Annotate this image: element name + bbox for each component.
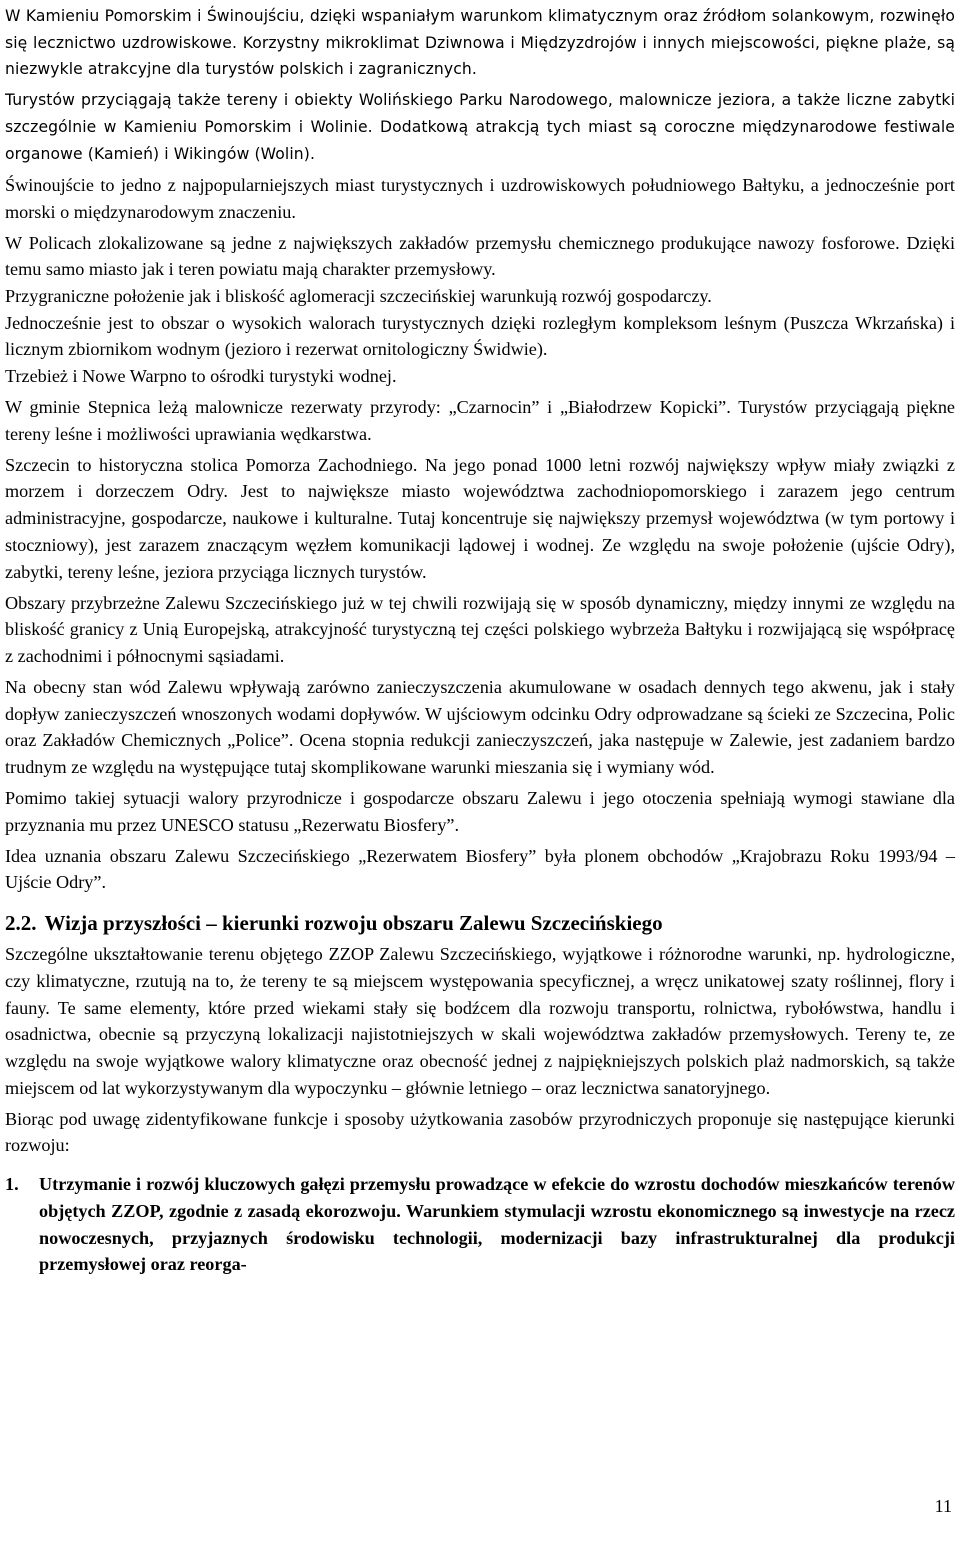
paragraph: Świnoujście to jedno z najpopularniejszych miast turystycznych i uzdrowiskowych południowego Bałtyku, a jednocześnie port morski o międzynarodowym znaczeniu. (5, 174, 955, 222)
paragraph: Przygraniczne położenie jak i bliskość aglomeracji szczecińskiej warunkują rozwój gospodarczy. (5, 285, 712, 306)
paragraph: Turystów przyciągają także tereny i obiekty Wolińskiego Parku Narodowego, malownicze jeziora, a także liczne zabytki szczególnie w Kamieniu Pomorskim i Wolinie. Dodatkową atrakcją tych miast są coroczne międzynarodowe festiwale organowe (Kamień) i Wikingów (Wolin). (5, 91, 955, 163)
paragraph: Trzebież i Nowe Warpno to ośrodki turystyki wodnej. (5, 366, 397, 387)
list-item-text: Utrzymanie i rozwój kluczowych gałęzi przemysłu prowadzące w efekcie do wzrostu dochodów mieszkańców terenów objętych ZZOP, zgodnie z zasadą ekorozwoju. Warunkiem stymulacji wzrostu ekonomicznego są inwestycje na rzecz nowoczesnych, przyjaznych środowisku technologii, modernizacji bazy infrastrukturalnej dla produkcji przemysłowej oraz reorga- (39, 1174, 955, 1275)
document-page (5, 3, 955, 1278)
directions-list (5, 1171, 955, 1278)
paragraph: Na obecny stan wód Zalewu wpływają zarówno zanieczyszczenia akumulowane w osadach dennych tego akwenu, jak i stały dopływ zanieczyszczeń wnoszonych wodami dopływów. W ujściowym odcinku Odry odprowadzane są ścieki ze Szczecina, Polic oraz Zakładów Chemicznych „Police”. Ocena stopnia redukcji zanieczyszczeń, jaka następuje w Zalewie, jest zadaniem bardzo trudnym ze względu na występujące tutaj skomplikowane warunki mieszania się i wymiany wód. (5, 676, 955, 778)
list-item-marker: 1. (5, 1174, 19, 1195)
list-item (5, 1171, 955, 1278)
section-title: Wizja przyszłości – kierunki rozwoju obszaru Zalewu Szczecińskiego (44, 911, 663, 936)
paragraph: Szczególne ukształtowanie terenu objętego ZZOP Zalewu Szczecińskiego, wyjątkowe i różnorodne warunki, np. hydrologiczne, czy klimatyczne, rzutują na to, że tereny te są miejscem występowania specyficznej, a wręcz unikatowej szaty roślinnej, flory i fauny. Te same elementy, które przed wiekami stały się bodźcem dla rozwoju transportu, rolnictwa, rybołówstwa, handlu i osadnictwa, obecnie są przyczyną lokalizacji najistotniejszych w skali województwa zakładów przemysłowych. Tereny te, ze względu na swoje wyjątkowe walory klimatyczne oraz obecność jednej z najpiękniejszych polskich plaż nadmorskich, są także miejscem od lat wykorzystywanym dla wypoczynku – głównie letniego – oraz lecznictwa sanatoryjnego. (5, 944, 955, 1098)
paragraph: Obszary przybrzeżne Zalewu Szczecińskiego już w tej chwili rozwijają się w sposób dynamiczny, między innymi ze względu na bliskość granicy z Unią Europejską, atrakcyjność turystyczną tej części polskiego wybrzeża Bałtyku i rozwijającą się współpracę z zachodnimi i północnymi sąsiadami. (5, 592, 955, 666)
section-heading (5, 910, 955, 937)
paragraph: Biorąc pod uwagę zidentyfikowane funkcje i sposoby użytkowania zasobów przyrodniczych proponuje się następujące kierunki rozwoju: (5, 1108, 955, 1156)
page-number: 11 (934, 1496, 952, 1516)
paragraph: Jednocześnie jest to obszar o wysokich walorach turystycznych dzięki rozległym kompleksom leśnym (Puszcza Wkrzańska) i licznym zbiornikom wodnym (jezioro i rezerwat ornitologiczny Świdwie). (5, 312, 955, 360)
paragraph: Szczecin to historyczna stolica Pomorza Zachodniego. Na jego ponad 1000 letni rozwój największy wpływ miały związki z morzem i dorzeczem Odry. Jest to największe miasto województwa zachodniopomorskiego i zarazem jego centrum administracyjne, gospodarcze, naukowe i kulturalne. Tutaj koncentruje się największy przemysł województwa (w tym portowy i stoczniowy), jest zarazem znaczącym węzłem komunikacji lądowej i wodnej. Ze względu na swoje położenie (ujście Odry), zabytki, tereny leśne, jeziora przyciąga licznych turystów. (5, 454, 955, 582)
paragraph: W Policach zlokalizowane są jedne z największych zakładów przemysłu chemicznego produkujące nawozy fosforowe. Dzięki temu samo miasto jak i teren powiatu mają charakter przemysłowy. (5, 232, 955, 280)
paragraph: Idea uznania obszaru Zalewu Szczecińskiego „Rezerwatem Biosfery” była plonem obchodów „Krajobrazu Roku 1993/94 – Ujście Odry”. (5, 845, 955, 893)
paragraph: W gminie Stepnica leżą malownicze rezerwaty przyrody: „Czarnocin” i „Białodrzew Kopicki”. Turystów przyciągają piękne tereny leśne i możliwości uprawiania wędkarstwa. (5, 397, 955, 444)
paragraph: W Kamieniu Pomorskim i Świnoujściu, dzięki wspaniałym warunkom klimatycznym oraz źródłom solankowym, rozwinęło się lecznictwo uzdrowiskowe. Korzystny mikroklimat Dziwnowa i Międzyzdrojów i innych miejscowości, piękne plaże, są niezwykle atrakcyjne dla turystów polskich i zagranicznych. (5, 7, 955, 79)
section-number: 2.2. (5, 911, 37, 936)
paragraph: Pomimo takiej sytuacji walory przyrodnicze i gospodarcze obszaru Zalewu i jego otoczenia spełniają wymogi stawiane dla przyznania mu przez UNESCO statusu „Rezerwatu Biosfery”. (5, 788, 955, 835)
